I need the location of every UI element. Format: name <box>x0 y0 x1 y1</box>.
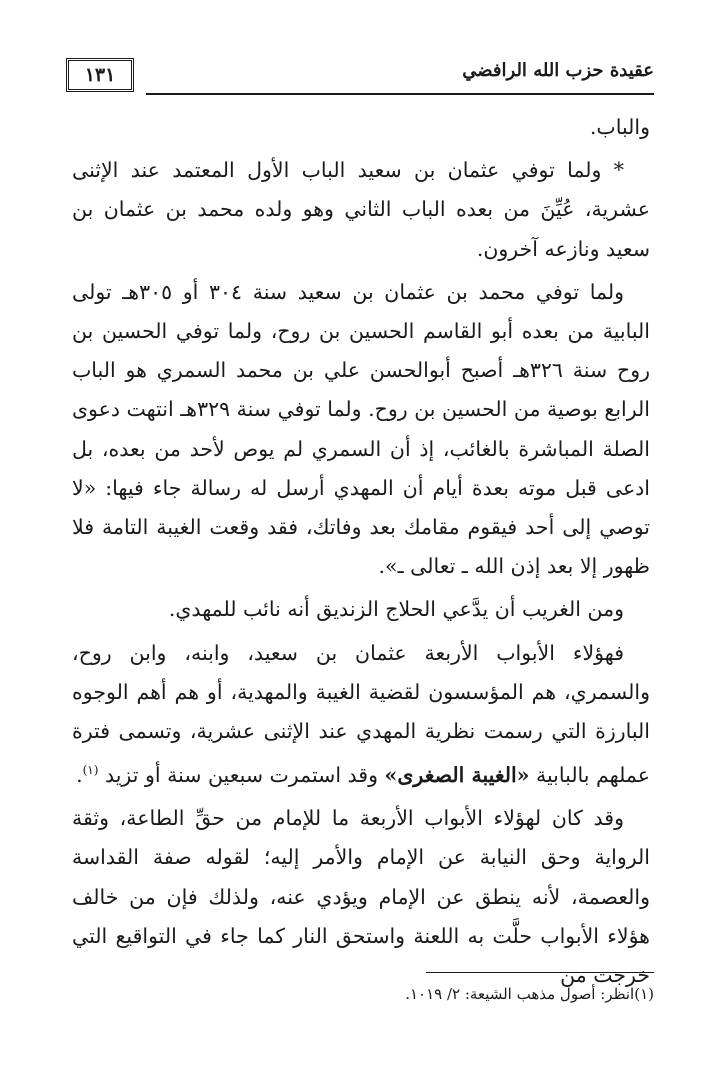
header-rule <box>146 93 654 95</box>
paragraph-text: فهؤلاء الأبواب الأربعة عثمان بن سعيد، وابنه، وابن روح، والسمري، هم المؤسسون لقضية الغيبة والمهدية، أو هم أهم الوجوه البارزة التي رسمت نظرية المهدي عند الإثنى عشرية، وتسمى فترة عملهم بالبابية <box>72 640 650 788</box>
page-number: ١٣١ <box>66 58 134 92</box>
body-text <box>72 108 650 999</box>
paragraph: * ولما توفي عثمان بن سعيد الباب الأول المعتمد عند الإثنى عشرية، عُيِّنَ من بعده الباب الثاني وهو ولده محمد بن عثمان بن سعيد ونازعه آخرون. <box>72 158 650 261</box>
paragraph: وقد كان لهؤلاء الأبواب الأربعة ما للإمام من حقِّ الطاعة، وثقة الرواية وحق النيابة عن الإمام والأمر إليه؛ لقوله صفة القداسة والعصمة، لأنه ينطق عن الإمام ويؤدي عنه، ولذلك فإن من خالف هؤلاء الأبواب حلَّت به اللعنة واستحق النار كما جاء في التواقيع التي خرجت من <box>72 806 650 988</box>
page-header <box>66 50 654 98</box>
paragraph: ولما توفي محمد بن عثمان بن سعيد سنة ٣٠٤ أو ٣٠٥هـ تولى البابية من بعده أبو القاسم الحسين بن روح، ولما توفي الحسين بن روح سنة ٣٢٦هـ أصبح أبوالحسن علي بن محمد السمري هو الباب الرابع بوصية من الحسين بن روح. ولما توفي سنة ٣٢٩هـ انتهت دعوى الصلة المباشرة بالغائب، إذ أن السمري لم يوص لأحد من بعده، بل ادعى قبل موته بعدة أيام أن المهدي أرسل له رسالة جاء فيها: «لا توصي إلى أحد فيقوم مقامك بعد وفاتك، فقد وقعت الغيبة التامة فلا ظهور إلا بعد إذن الله ـ تعالى ـ». <box>72 279 651 579</box>
end-punctuation: . <box>76 763 83 788</box>
bold-term: «الغيبة الصغرى» <box>384 763 530 788</box>
paragraph: والباب. <box>589 115 650 139</box>
footnote-reference[interactable]: (١) <box>82 763 99 778</box>
footnote: (١)انظر: أصول مذهب الشيعة: ٢/ ١٠١٩. <box>405 985 654 1003</box>
running-title: عقيدة حزب الله الرافضي <box>462 60 654 81</box>
paragraph-text: وقد استمرت سبعين سنة أو تزيد <box>104 763 379 788</box>
paragraph <box>72 634 650 796</box>
footnote-rule <box>426 972 654 973</box>
paragraph: ومن الغريب أن يدَّعي الحلاج الزنديق أنه نائب للمهدي. <box>168 597 624 622</box>
